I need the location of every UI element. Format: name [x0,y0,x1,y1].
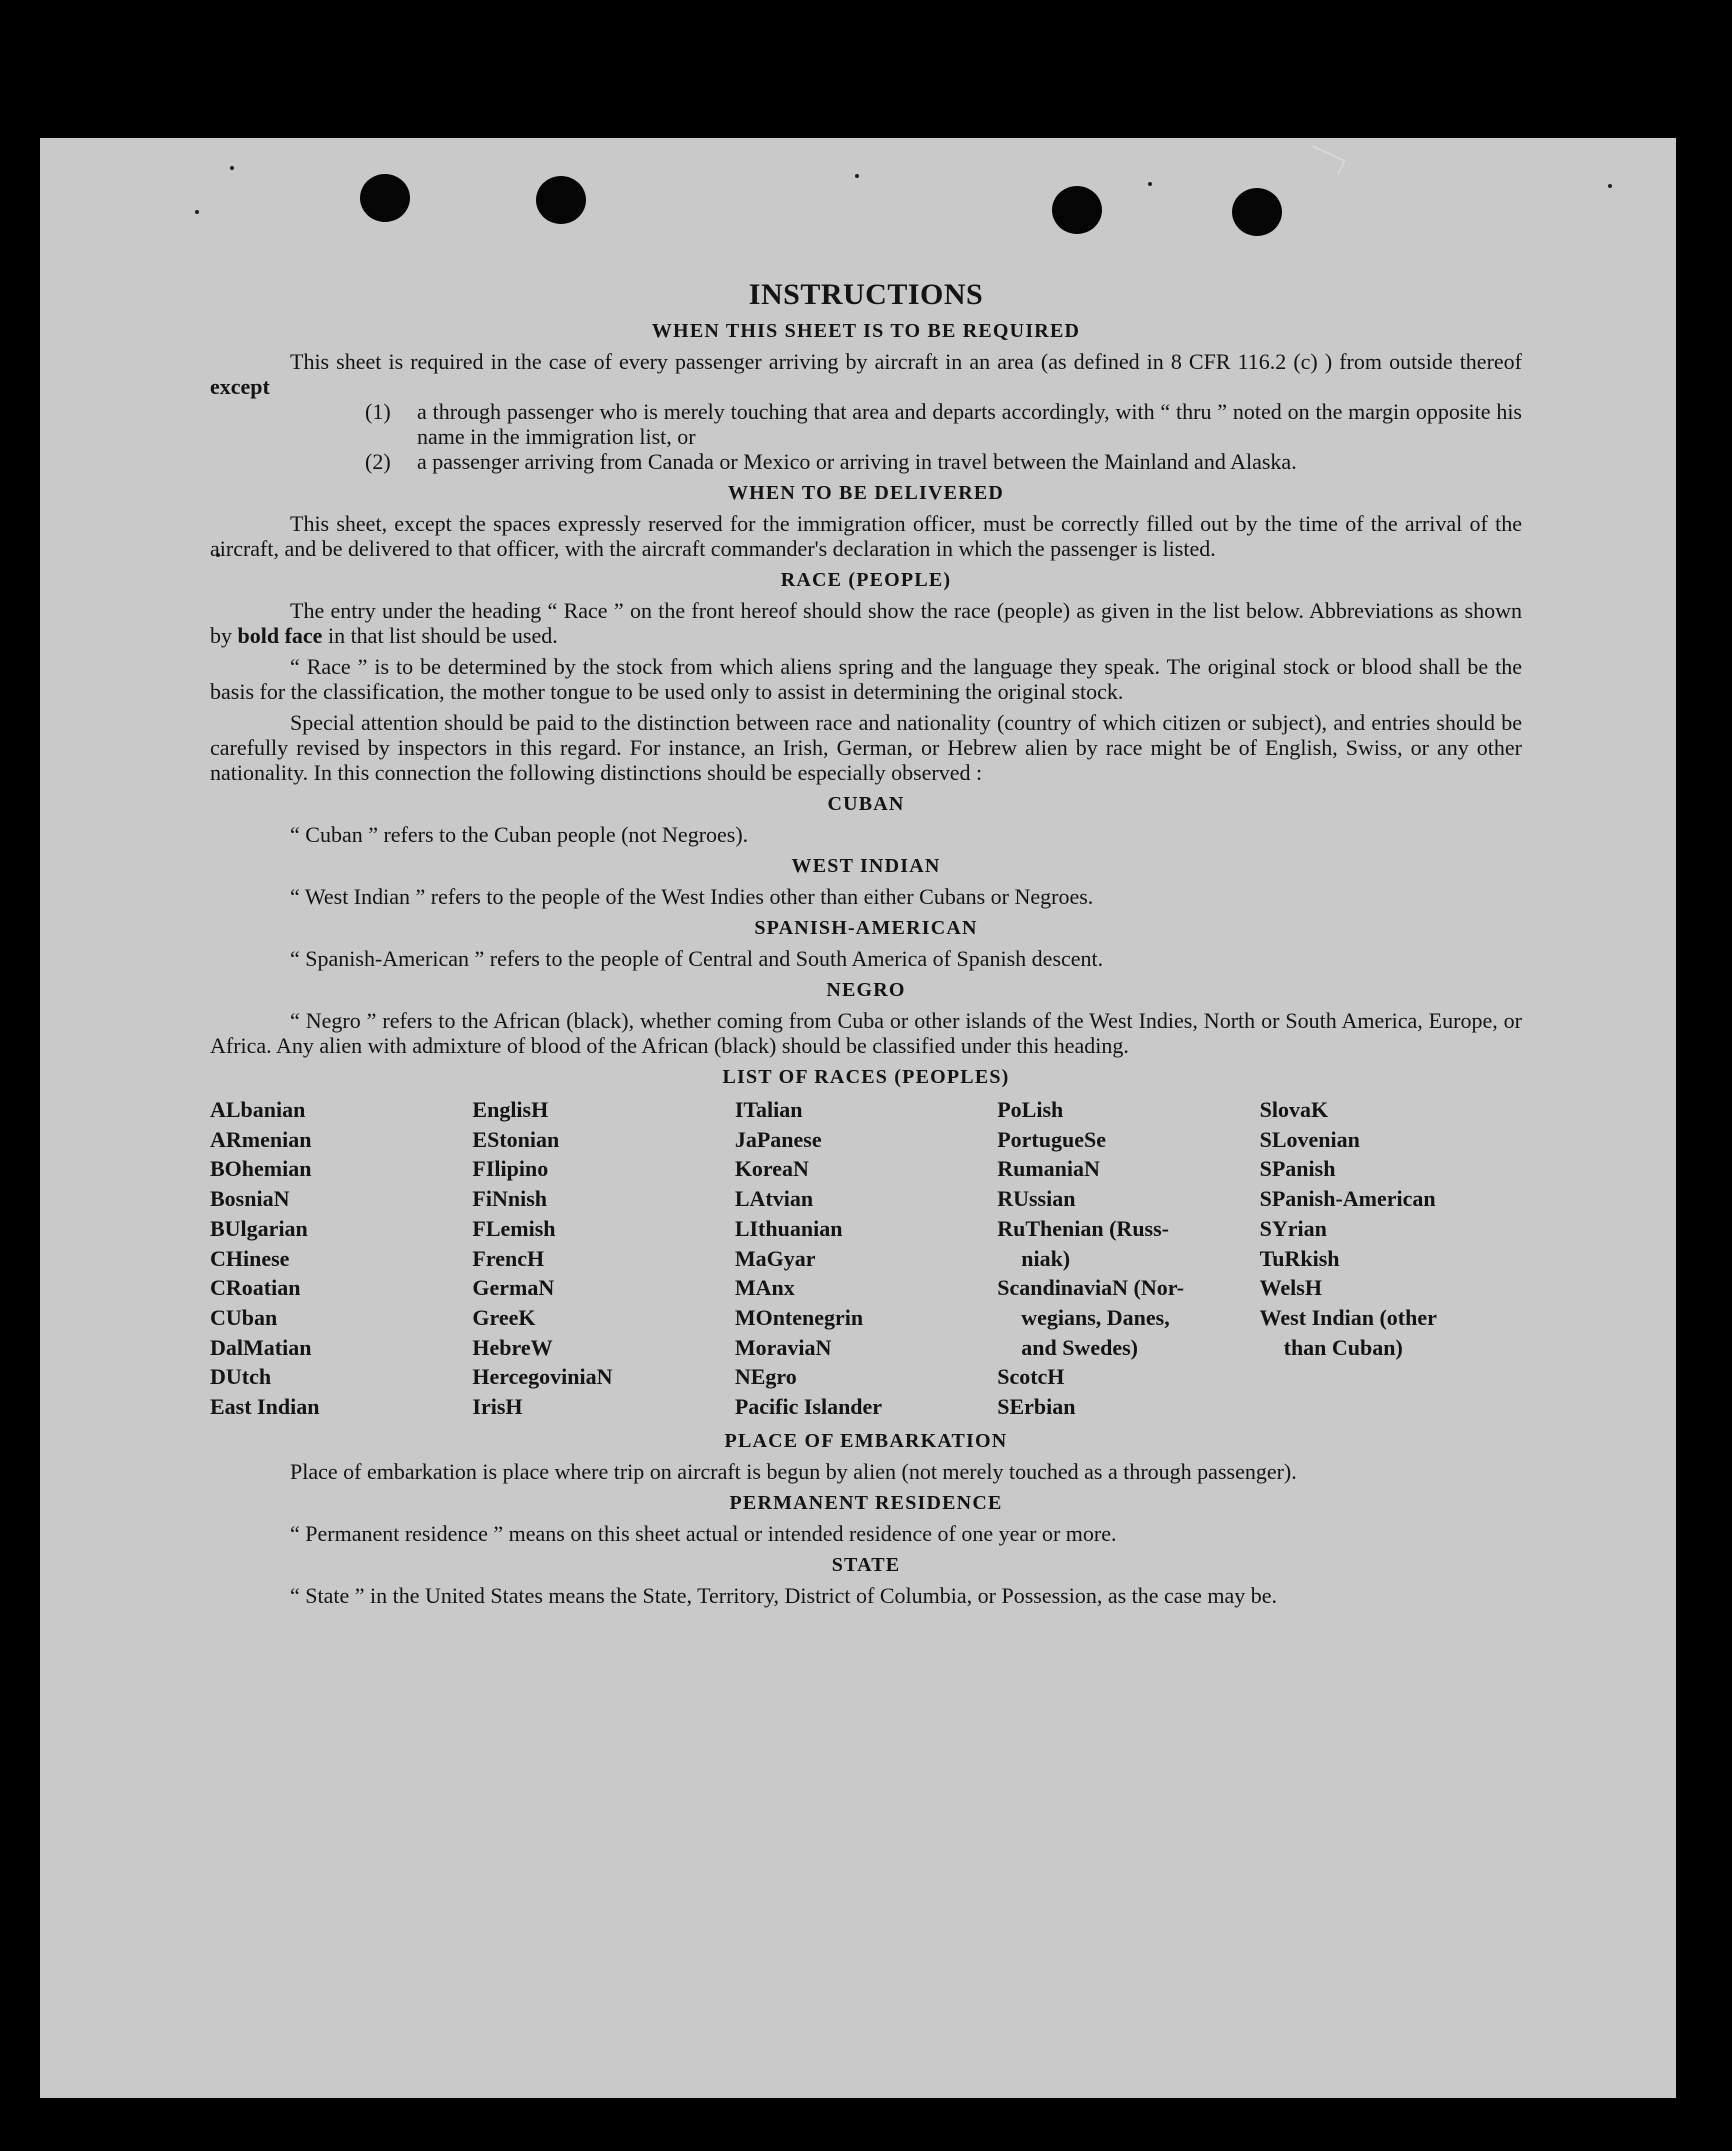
speck [230,166,234,170]
race-entry: IrisH [472,1394,523,1420]
race-entry: GermaN [472,1275,555,1301]
spanish-american-text: “ Spanish-American ” refers to the people of Central and South America of Spanish descent. [290,946,1104,971]
race-entry: FrencH [472,1245,545,1271]
races-column-1 [210,1095,472,1422]
speck [1148,182,1152,186]
heading-state: STATE [831,1553,901,1576]
heading-when-delivered: WHEN TO BE DELIVERED [727,482,1005,504]
race-entry-continued: niak) [1021,1245,1071,1271]
race-entry: ARmenian [210,1126,312,1152]
race-entry: RumaniaN [997,1156,1100,1182]
race-entry: CRoatian [210,1275,301,1301]
race-paragraph-1: The entry under the heading “ Race ” on the front hereof should show the race (people) as given in the list below. Abbreviations as shown by bold face in that list should be used. [210,598,1522,648]
race-entry: SlovaK [1259,1097,1329,1122]
punch-hole [1232,188,1282,236]
race-entry: MAnx [734,1275,795,1301]
race-entry: EnglisH [472,1097,549,1122]
race-entry: WelsH [1259,1275,1322,1301]
race-entry: FiNnish [472,1186,547,1212]
race-entry: GreeK [472,1304,536,1330]
race-paragraph-2: “ Race ” is to be determined by the stock from which aliens spring and the language they speak. The original stock or blood shall be the basis for the classification, the mother tongue to be used only to assist in determining the original stock. [210,654,1522,704]
heading-list-of-races: LIST OF RACES (PEOPLES) [722,1066,1010,1088]
state-text: “ State ” in the United States means the State, Territory, District of Columbia, or Possession, as the case may be. [290,1582,1278,1608]
race-entry: West Indian (other [1259,1304,1437,1330]
race-entry: LAtvian [734,1186,814,1212]
punch-hole [360,174,410,222]
race-entry: LIthuanian [734,1215,843,1241]
race-entry: FIlipino [472,1156,549,1182]
races-column-5 [1260,1095,1522,1422]
race-entry: Pacific Islander [734,1394,883,1420]
race-entry: MOntenegrin [734,1304,864,1330]
race-entry: HercegoviniaN [472,1364,613,1390]
cuban-text: “ Cuban ” refers to the Cuban people (not Negroes). [290,822,749,847]
race-entry-continued: wegians, Danes, [1021,1304,1170,1330]
race-entry: FLemish [472,1215,556,1241]
race-entry: SYrian [1259,1215,1327,1241]
race-entry: MaGyar [734,1245,816,1271]
races-list [210,1095,1522,1422]
race-entry: DUtch [210,1364,272,1390]
race-entry: RuThenian (Russ- [997,1215,1169,1241]
race-entry: SLovenian [1259,1126,1360,1152]
speck [195,210,199,214]
when-delivered-text: This sheet, except the spaces expressly reserved for the immigration officer, must be correctly filled out by the time of the arrival of the aircraft, and be delivered to that officer, with the aircraft commander's declaration in which the passenger is listed. [210,511,1522,561]
race-entry-continued: than Cuban) [1283,1334,1403,1360]
race-entry: BOhemian [210,1156,312,1182]
embarkation-text: Place of embarkation is place where trip on aircraft is begun by alien (not merely touched as a through passenger). [290,1458,1297,1484]
race-entry: TuRkish [1259,1245,1340,1271]
race-entry-continued: and Swedes) [1021,1334,1138,1360]
document-sheet [40,138,1676,2098]
punch-hole [1052,186,1102,234]
heading-embarkation: PLACE OF EMBARKATION [724,1429,1008,1452]
speck [855,174,859,178]
race-entry: SErbian [997,1394,1076,1420]
race-entry: PortugueSe [997,1126,1106,1152]
heading-cuban: CUBAN [827,793,905,815]
race-entry: ALbanian [210,1097,306,1122]
heading-when-required: WHEN THIS SHEET IS TO BE REQUIRED [651,320,1081,342]
race-entry: EStonian [472,1126,560,1152]
punch-hole [536,176,586,224]
race-entry: East Indian [210,1394,320,1420]
when-required-intro: This sheet is required in the case of every passenger arriving by aircraft in an area (as defined in 8 CFR 116.2 (c) ) from outside thereof except [210,349,1522,399]
race-entry: NEgro [734,1364,797,1390]
race-paragraph-3: Special attention should be paid to the distinction between race and nationality (country of which citizen or subject), and entries should be carefully revised by inspectors in this regard. For instance, an Irish, German, or Hebrew alien by race might be of English, Swiss, or any other nationality. In this connection the following distinctions should be especially observed : [210,710,1522,785]
race-entry: PoLish [997,1097,1064,1122]
negro-text: “ Negro ” refers to the African (black), whether coming from Cuba or other islands of the West Indies, North or South America, Europe, or Africa. Any alien with admixture of blood of the African (black) should be classified under this heading. [210,1008,1522,1058]
race-entry: CHinese [210,1245,290,1271]
corner-mark [1306,145,1345,175]
permanent-residence-text: “ Permanent residence ” means on this sheet actual or intended residence of one year or more. [290,1520,1117,1546]
races-column-3 [735,1095,997,1422]
race-entry: HebreW [472,1334,553,1360]
race-entry: JaPanese [734,1126,822,1152]
race-entry: CUban [210,1304,278,1330]
races-column-2 [472,1095,734,1422]
page-title: INSTRUCTIONS [748,278,984,311]
race-entry: ScotcH [997,1364,1065,1390]
race-entry: BUlgarian [210,1215,308,1241]
heading-permanent-residence: PERMANENT RESIDENCE [729,1491,1003,1514]
heading-spanish-american: SPANISH-AMERICAN [754,917,978,939]
exception-item: (2) a passenger arriving from Canada or Mexico or arriving in travel between the Mainland and Alaska. [365,449,1297,474]
speck [1608,184,1612,188]
exception-item: (1) a through passenger who is merely touching that area and departs accordingly, with “ thru ” noted on the margin opposite his name in the immigration list, or [365,399,1522,449]
race-entry: DalMatian [210,1334,312,1360]
race-entry: ScandinaviaN (Nor- [997,1275,1185,1301]
races-column-4 [997,1095,1259,1422]
heading-west-indian: WEST INDIAN [791,855,941,877]
west-indian-text: “ West Indian ” refers to the people of the West Indies other than either Cubans or Negroes. [290,884,1094,909]
heading-negro: NEGRO [826,979,906,1001]
race-entry: SPanish-American [1259,1186,1436,1212]
instructions-content [210,278,1522,1608]
race-entry: MoraviaN [734,1334,832,1360]
race-entry: SPanish [1259,1156,1336,1182]
race-entry: RUssian [997,1186,1076,1212]
race-entry: BosniaN [210,1186,290,1212]
heading-race: RACE (PEOPLE) [780,569,952,591]
race-entry: KoreaN [734,1156,809,1182]
race-entry: ITalian [734,1097,803,1122]
